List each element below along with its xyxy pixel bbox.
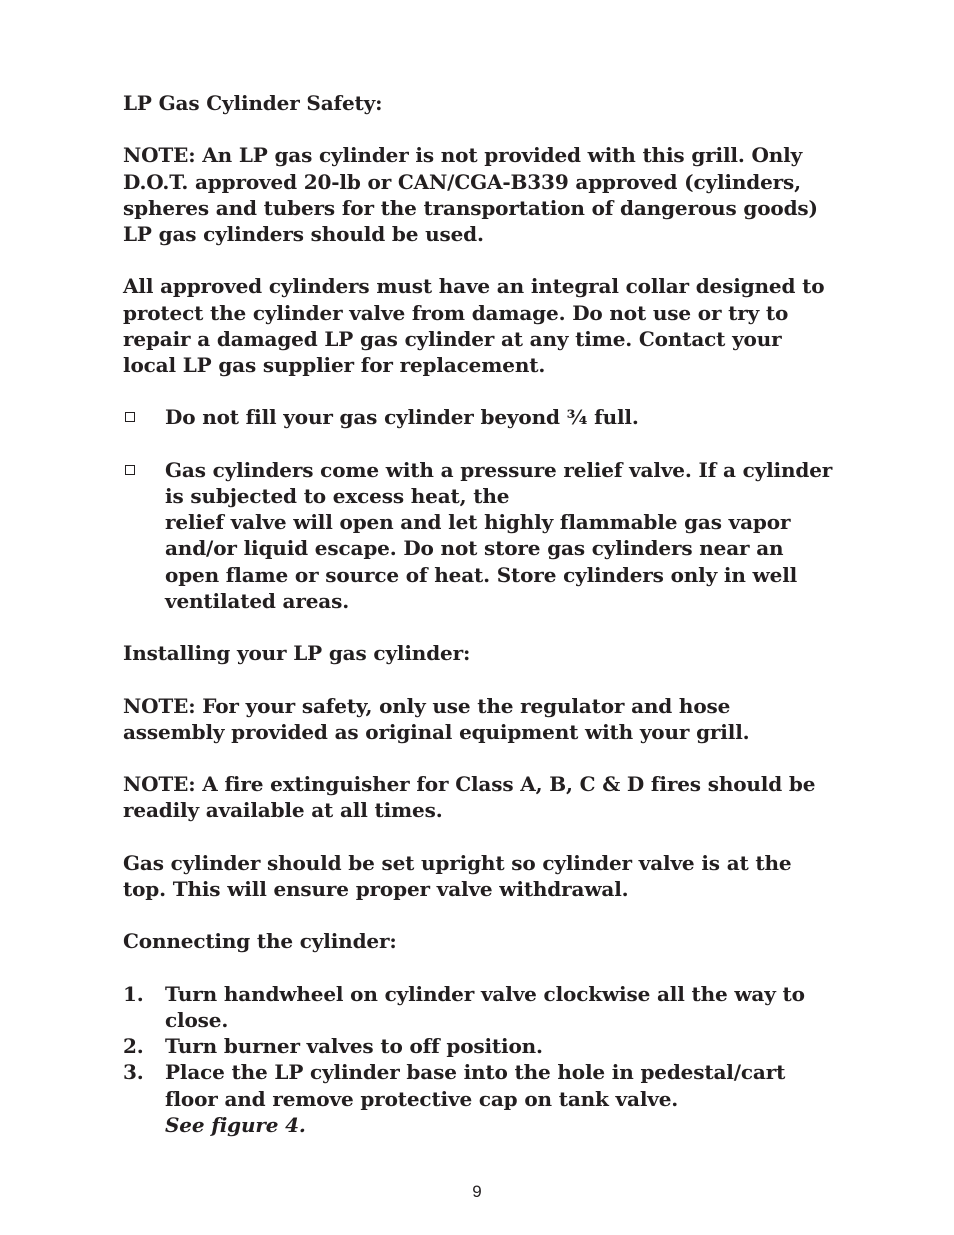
figure-reference: See figure 4. bbox=[165, 1112, 306, 1137]
checkbox-bullet-icon bbox=[125, 465, 135, 475]
step-number: 2. bbox=[123, 1034, 144, 1059]
step-text: Turn burner valves to off position. bbox=[165, 1034, 543, 1059]
bullet-text: Gas cylinders come with a pressure relief valve. If a cylinder is subjected to excess heat, the bbox=[165, 457, 833, 508]
note-cylinder-not-provided: NOTE: An LP gas cylinder is not provided with this grill. Only D.O.T. approved 20-lb or CAN/CGA-B339 approved (cylinders, spheres and tubers for the transportation of dangerous goods) LP gas cylinders should be used. bbox=[123, 143, 818, 246]
approved-cylinders-paragraph: All approved cylinders must have an integral collar designed to protect the cylinder valve from damage. Do not use or try to repair a damaged LP gas cylinder at any time. Contact your local LP gas supplier for replacement. bbox=[123, 274, 825, 377]
note-regulator: NOTE: For your safety, only use the regulator and hose assembly provided as original equipment with your grill. bbox=[123, 693, 750, 744]
step-text: Turn handwheel on cylinder valve clockwise all the way to close. bbox=[165, 981, 805, 1032]
bullet-relief-valve bbox=[123, 457, 835, 614]
checkbox-bullet-icon bbox=[125, 412, 135, 422]
manual-page bbox=[123, 90, 835, 1138]
step-number: 1. bbox=[123, 981, 144, 1006]
step-text: Place the LP cylinder base into the hole in pedestal/cart floor and remove protective cap on tank valve. bbox=[165, 1060, 786, 1111]
section-heading-connecting: Connecting the cylinder: bbox=[123, 929, 397, 954]
steps-list bbox=[123, 981, 835, 1138]
list-item bbox=[123, 1033, 835, 1059]
bullet-text: Do not fill your gas cylinder beyond ¾ full. bbox=[165, 405, 639, 430]
upright-paragraph: Gas cylinder should be set upright so cylinder valve is at the top. This will ensure proper valve withdrawal. bbox=[123, 850, 792, 901]
bullet-text-continued: relief valve will open and let highly flammable gas vapor and/or liquid escape. Do not store gas cylinders near an open flame or source of heat. Store cylinders only in well ventilated areas. bbox=[165, 510, 798, 613]
note-fire-extinguisher: NOTE: A fire extinguisher for Class A, B, C & D fires should be readily available at all times. bbox=[123, 772, 816, 823]
list-item bbox=[123, 1059, 835, 1138]
list-item bbox=[123, 981, 835, 1033]
page-number: 9 bbox=[472, 1182, 482, 1201]
section-heading-safety: LP Gas Cylinder Safety: bbox=[123, 91, 383, 115]
section-heading-installing: Installing your LP gas cylinder: bbox=[123, 641, 471, 666]
bullet-fill-limit bbox=[123, 404, 835, 430]
step-number: 3. bbox=[123, 1060, 144, 1085]
